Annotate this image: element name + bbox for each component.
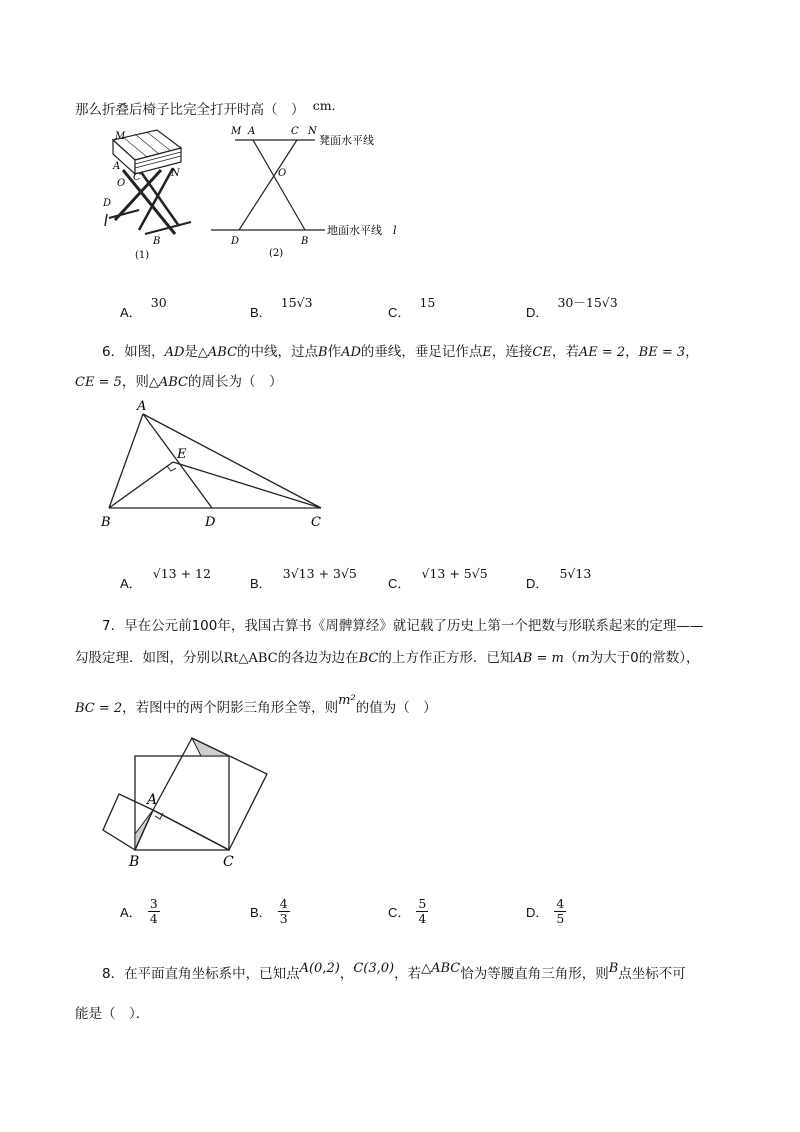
q6-stem-line-2 [75, 370, 283, 390]
q5-unit: cm． [312, 98, 345, 113]
q6-fig-label-A: A [137, 399, 147, 414]
q7-option-b[interactable] [250, 897, 290, 926]
option-label: D． [526, 576, 549, 591]
fig2-label-C: C [291, 126, 299, 137]
stem-text: 早在公元前100年，我国古算书《周髀算经》就记载了历史上第一个把数与形联系起来的定理—— [124, 618, 704, 634]
stem-math: AB = m [513, 651, 564, 666]
stem-text: ， [339, 966, 354, 982]
stem-text: 点坐标不可 [618, 966, 686, 982]
option-value: 3√13 + 3√5 [282, 566, 357, 581]
stem-math: △ABC [197, 345, 238, 360]
q5-stem-tail [75, 98, 344, 118]
option-label: A． [120, 305, 142, 320]
stem-text: 作 [327, 344, 342, 360]
stem-text: 的上方作正方形．已知 [378, 650, 514, 666]
stem-math: BC [358, 651, 379, 666]
stem-text: 的值为（ ） [355, 700, 437, 716]
option-value: 15 [419, 295, 436, 310]
stem-text: 能是（ ）． [75, 1006, 150, 1022]
q6-number: 6． [102, 344, 125, 360]
option-fraction [554, 897, 566, 926]
q5-figure-1 [95, 122, 205, 262]
fig1-label-D: D [103, 198, 112, 209]
fig1-label-M: M [115, 131, 126, 142]
q5-option-c[interactable] [388, 292, 436, 320]
option-value: 5√13 [559, 566, 592, 581]
stem-text: 如图， [124, 344, 165, 360]
q6-fig-label-C: C [311, 515, 321, 530]
stem-math: △ABC [421, 961, 461, 976]
q8-stem-line-2 [75, 1002, 149, 1022]
fig1-label-B: B [153, 236, 161, 247]
fig2-label-O: O [278, 168, 287, 179]
option-label: A． [120, 576, 142, 591]
stem-text: ， [625, 344, 639, 360]
fig1-label-N: N [171, 168, 180, 179]
stem-text: （ [563, 650, 578, 666]
stem-text: 是 [184, 344, 198, 360]
q8-number: 8． [102, 966, 125, 982]
q7-option-c[interactable] [388, 897, 428, 926]
fig2-caption: (2) [269, 248, 284, 259]
stem-math: CE [532, 345, 552, 360]
fig1-label-C: C [133, 172, 141, 183]
option-label: B． [250, 905, 272, 920]
q6-option-b[interactable] [250, 563, 357, 591]
stem-text: 在平面直角坐标系中，已知点 [124, 966, 300, 982]
stem-text: ，若图中的两个阴影三角形全等，则 [122, 700, 339, 716]
option-label: A． [120, 905, 142, 920]
stem-math: △ABC [148, 375, 189, 390]
option-value: 15√3 [280, 295, 313, 310]
option-fraction [416, 897, 428, 926]
stem-math: BC = 2 [75, 701, 123, 716]
fraction-denominator: 4 [149, 911, 158, 926]
stem-math: CE = 5 [75, 375, 122, 390]
stem-text: 的中线，过点 [237, 344, 319, 360]
option-label: C． [388, 576, 411, 591]
fig1-label-A: A [113, 161, 121, 172]
q7-figure [95, 730, 285, 870]
stem-text: 恰为等腰直角三角形，则 [460, 966, 609, 982]
q6-stem-line-1 [102, 340, 699, 360]
stem-math: A(0,2) [299, 961, 340, 976]
q6-figure [95, 396, 335, 536]
stem-text: 的周长为（ ） [188, 374, 283, 390]
stem-math: Rt△ABC [223, 651, 278, 666]
option-value: 30 [150, 295, 167, 310]
fig2-top-line-label: 凳面水平线 [319, 134, 374, 147]
stem-text: 为大于0的常数）， [589, 650, 700, 666]
q6-option-c[interactable] [388, 563, 488, 591]
q6-fig-label-E: E [177, 447, 187, 462]
q7-stem-line-1 [102, 614, 703, 634]
q7-option-a[interactable] [120, 897, 160, 926]
option-fraction [148, 897, 160, 926]
option-value: 30－15√3 [557, 295, 618, 310]
option-label: B． [250, 305, 272, 320]
q5-option-d[interactable] [526, 292, 618, 320]
fig2-label-D: D [231, 236, 240, 247]
fraction-numerator: 4 [556, 896, 565, 911]
stem-math: AD [341, 345, 361, 360]
fraction-denominator: 3 [279, 911, 288, 926]
fig2-label-N: N [308, 126, 317, 137]
option-label: B． [250, 576, 272, 591]
q6-option-d[interactable] [526, 563, 592, 591]
stem-text: 的各边为边在 [277, 650, 359, 666]
stem-text: ，若 [394, 966, 422, 982]
q7-option-d[interactable] [526, 897, 566, 926]
q5-figure-2 [205, 120, 405, 262]
stem-math: BE = 3 [638, 345, 686, 360]
option-label: C． [388, 305, 411, 320]
fraction-numerator: 3 [149, 896, 158, 911]
option-label: D． [526, 305, 549, 320]
fig2-label-B: B [301, 236, 309, 247]
q5-option-b[interactable] [250, 292, 313, 320]
option-value: √13 + 5√5 [421, 566, 488, 581]
stem-text: ，连接 [491, 344, 533, 360]
q7-fig-label-B: B [129, 854, 140, 870]
fraction-denominator: 5 [556, 911, 565, 926]
stem-math: B [318, 345, 328, 360]
fig2-label-M: M [231, 126, 242, 137]
q7-fig-label-C: C [223, 854, 234, 870]
stem-text: ，则 [121, 374, 149, 390]
fraction-numerator: 5 [418, 896, 427, 911]
fig2-bottom-line-var: l [393, 224, 397, 237]
stem-text: ， [685, 344, 699, 360]
stem-math: m [577, 651, 590, 666]
stem-text: 勾股定理．如图，分别以 [75, 650, 224, 666]
fraction-numerator: 4 [279, 896, 288, 911]
stem-math: C(3,0) [353, 961, 395, 976]
q7-stem-line-3 [75, 693, 437, 716]
fig2-label-A: A [248, 126, 256, 137]
stem-math: AD [164, 345, 185, 360]
stem-math: m² [338, 693, 356, 708]
q6-fig-label-D: D [205, 515, 216, 530]
stem-text: 的垂线，垂足记作点 [360, 344, 483, 360]
q7-stem-line-2 [75, 646, 700, 666]
q6-option-a[interactable] [120, 563, 211, 591]
q5-stem-text: 那么折叠后椅子比完全打开时高（ ） [75, 102, 305, 118]
fig1-caption: (1) [135, 250, 150, 261]
q7-number: 7． [102, 618, 125, 634]
stem-math: E [482, 345, 492, 360]
q6-fig-label-B: B [101, 515, 111, 530]
fig2-bottom-line-label: 地面水平线 [327, 224, 382, 237]
option-label: D． [526, 905, 549, 920]
stem-math: AE = 2 [578, 345, 626, 360]
q7-fig-label-A: A [147, 792, 158, 808]
option-fraction [278, 897, 290, 926]
stem-text: ，若 [551, 344, 579, 360]
option-value: √13 + 12 [152, 566, 211, 581]
option-label: C． [388, 905, 411, 920]
stem-math: B [608, 961, 619, 976]
q8-stem-line-1 [102, 962, 686, 982]
q5-option-a[interactable] [120, 292, 167, 320]
fig1-label-O: O [117, 178, 126, 189]
fraction-denominator: 4 [418, 911, 427, 926]
